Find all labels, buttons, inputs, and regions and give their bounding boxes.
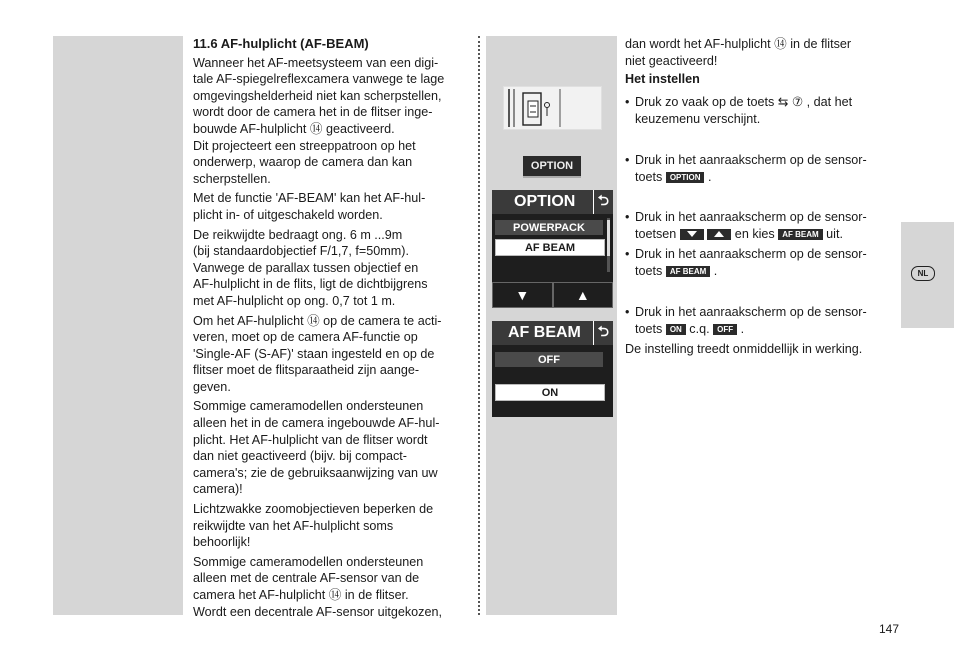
- instructions-column: [625, 36, 895, 88]
- mode-key-icon: ⇆ ⑦: [777, 95, 804, 109]
- step-3-text-a: Druk in het aanraakscherm op de sensor- toetsen: [635, 210, 867, 241]
- on-chip: ON: [666, 324, 686, 335]
- paragraph-3: De reikwijdte bedraagt ong. 6 m ...9m (bij standaardobjectief F/1,7, f=50mm). Vanwege de parallax tussen objectief en AF-hulplicht in de flits, ligt de dichtbijgrens met AF-hulplicht op ong. 0,7 tot 1 m.: [193, 227, 428, 308]
- down-arrow-chip-icon: [680, 229, 704, 240]
- language-badge: NL: [911, 266, 935, 281]
- af-beam-chip: AF BEAM: [666, 266, 710, 277]
- menu-scroll-thumb[interactable]: [607, 220, 610, 256]
- up-arrow-chip-icon: [707, 229, 731, 240]
- paragraph-4: Om het AF-hulplicht ⑭ op de camera te acti- veren, moet op de camera AF-functie op 'Single-AF (S-AF)' staan ingesteld en op de flitser moet de flitsparaatheid zijn aange- geven.: [193, 313, 442, 394]
- step-2-text: [635, 152, 895, 185]
- step-3-text: [635, 209, 895, 242]
- step-1-text-a: Druk zo vaak op de toets: [635, 95, 778, 109]
- bullet-dot: •: [625, 210, 630, 224]
- step-5-text-a: Druk in het aanraakscherm op de sensor- toets: [635, 305, 867, 336]
- nav-button-row: [492, 282, 613, 308]
- step-1-text: [635, 94, 895, 127]
- paragraph-6: Lichtzwakke zoomobjectieven beperken de reikwijdte van het AF-hulplicht soms behoorlijk!: [193, 502, 434, 550]
- step-2: [625, 152, 895, 185]
- step-5: [625, 304, 895, 337]
- menu-item-powerpack[interactable]: POWERPACK: [495, 220, 603, 235]
- option-menu-screen: [492, 190, 613, 308]
- instructions-subheading: Het instellen: [625, 72, 700, 87]
- option-screen-title: OPTION: [514, 193, 576, 210]
- bullet-dot: •: [625, 95, 630, 109]
- left-margin-band: [53, 36, 183, 615]
- page-number: 147: [879, 622, 900, 636]
- af-beam-chip: AF BEAM: [778, 229, 822, 240]
- step-2-text-b: .: [704, 169, 712, 184]
- step-1: [625, 94, 895, 127]
- menu-item-on[interactable]: ON: [495, 384, 605, 401]
- step-5-text-b: .: [737, 321, 745, 336]
- paragraph-1: Wanneer het AF-meetsysteem van een digi- tale AF-spiegelreflexcamera vanwege te lage omgevingshelderheid niet kan scherpstellen, wordt door de camera het in de flitser inge- bouwde AF-hulplicht ⑭ geactiveerd. Dit projecteert een streeppatroon op het onderwerp, waarop de camera dan kan scherpstellen.: [193, 55, 445, 186]
- camera-button-illustration: [503, 86, 602, 130]
- column-divider: [478, 36, 480, 615]
- off-chip: OFF: [713, 324, 737, 335]
- bullet-dot: •: [625, 153, 630, 167]
- step-3: [625, 209, 895, 242]
- paragraph-5: Sommige cameramodellen ondersteunen alleen het in de camera ingebouwde AF-hul- plicht. Het AF-hulplicht van de flitser wordt dan niet geactiveerd (bijv. bij compact- camera's; zie de gebruiksaanwijzing van uw camera)!: [193, 399, 440, 497]
- step-5-text-mid: c.q.: [685, 321, 714, 336]
- step-4-text-a: Druk in het aanraakscherm op de sensor- toets: [635, 247, 867, 278]
- menu-item-af-beam[interactable]: AF BEAM: [495, 239, 605, 256]
- back-icon[interactable]: ⮌: [593, 321, 609, 345]
- back-icon[interactable]: ⮌: [593, 190, 609, 214]
- mode-button-icon: [504, 87, 601, 129]
- af-beam-screen-title: AF BEAM: [508, 324, 581, 341]
- bullet-dot: •: [625, 247, 630, 261]
- step-5-text: [635, 304, 895, 337]
- paragraph-2: Met de functie 'AF-BEAM' kan het AF-hul- plicht in- of uitgeschakeld worden.: [193, 191, 426, 222]
- up-arrow-button[interactable]: ▲: [553, 282, 614, 308]
- step-2-text-a: Druk in het aanraakscherm op de sensor- toets: [635, 153, 867, 184]
- menu-item-off[interactable]: OFF: [495, 352, 603, 367]
- section-heading: 11.6 AF-hulplicht (AF-BEAM): [193, 36, 369, 51]
- af-beam-screen: [492, 321, 613, 417]
- step-4-text-b: .: [710, 263, 718, 278]
- closing-text: De instelling treedt onmiddellijk in werking.: [625, 342, 863, 356]
- step-4: [625, 246, 895, 279]
- option-screen-title-bar: [492, 190, 613, 214]
- option-chip: OPTION: [666, 172, 705, 183]
- bullet-dot: •: [625, 305, 630, 319]
- continuation-text: dan wordt het AF-hulplicht ⑭ in de flitser niet geactiveerd!: [625, 37, 852, 68]
- down-arrow-button[interactable]: ▼: [492, 282, 553, 308]
- step-4-text: [635, 246, 895, 279]
- main-text-column: [193, 36, 473, 623]
- option-hardware-button[interactable]: OPTION: [523, 156, 581, 178]
- step-1-text-b: , dat het keuzemenu verschijnt.: [635, 95, 853, 126]
- step-3-text-mid: en kies: [731, 226, 779, 241]
- paragraph-7: Sommige cameramodellen ondersteunen alleen met de centrale AF-sensor van de camera het AF-hulplicht ⑭ in de flitser. Wordt een decentrale AF-sensor uitgekozen,: [193, 554, 442, 619]
- af-beam-screen-title-bar: [492, 321, 613, 345]
- step-3-text-b: uit.: [822, 226, 843, 241]
